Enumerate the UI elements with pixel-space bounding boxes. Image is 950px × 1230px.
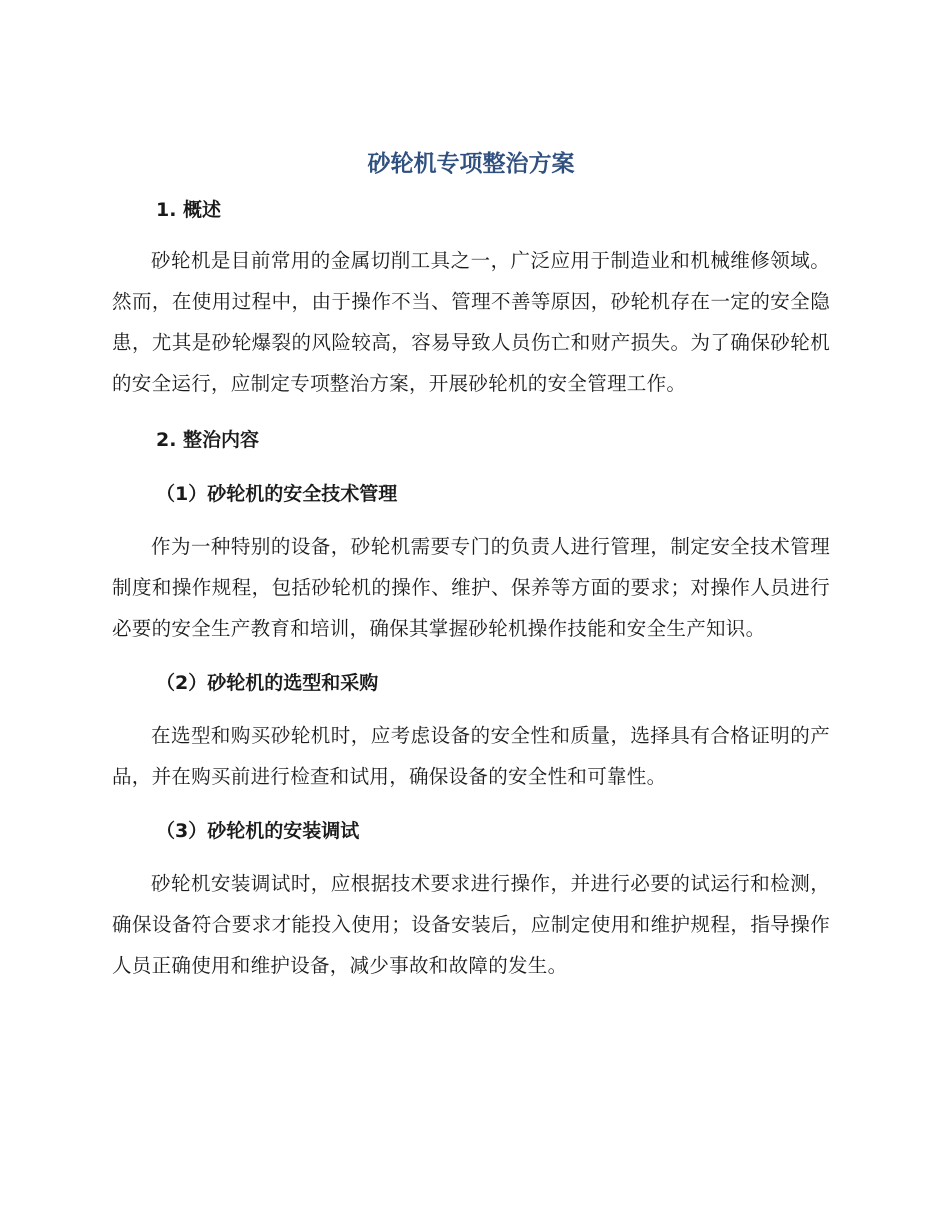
section-paragraph-overview: 砂轮机是目前常用的金属切削工具之一，广泛应用于制造业和机械维修领域。然而，在使用过程中，由于操作不当、管理不善等原因，砂轮机存在一定的安全隐患，尤其是砂轮爆裂的风险较高，容易导致人员伤亡和财产损失。为了确保砂轮机的安全运行，应制定专项整治方案，开展砂轮机的安全管理工作。 — [112, 249, 830, 395]
subsection-paragraph-installation: 砂轮机安装调试时，应根据技术要求进行操作，并进行必要的试运行和检测，确保设备符合要求才能投入使用；设备安装后，应制定使用和维护规程，指导操作人员正确使用和维护设备，减少事故和故障的发生。 — [112, 872, 830, 977]
subsection-paragraph-selection: 在选型和购买砂轮机时，应考虑设备的安全性和质量，选择具有合格证明的产品，并在购买前进行检查和试用，确保设备的安全性和可靠性。 — [112, 724, 830, 788]
section-heading-overview: 1. 概述 — [156, 199, 222, 221]
section-heading-rectification: 2. 整治内容 — [156, 429, 260, 451]
document-title: 砂轮机专项整治方案 — [367, 151, 575, 177]
subsection-heading-installation: （3）砂轮机的安装调试 — [156, 820, 360, 842]
subsection-heading-tech-management: （1）砂轮机的安全技术管理 — [156, 483, 398, 505]
subsection-paragraph-tech-management: 作为一种特别的设备，砂轮机需要专门的负责人进行管理，制定安全技术管理制度和操作规程，包括砂轮机的操作、维护、保养等方面的要求；对操作人员进行必要的安全生产教育和培训，确保其掌握砂轮机操作技能和安全生产知识。 — [112, 535, 830, 640]
document-page — [112, 140, 830, 986]
subsection-heading-selection: （2）砂轮机的选型和采购 — [156, 672, 379, 694]
